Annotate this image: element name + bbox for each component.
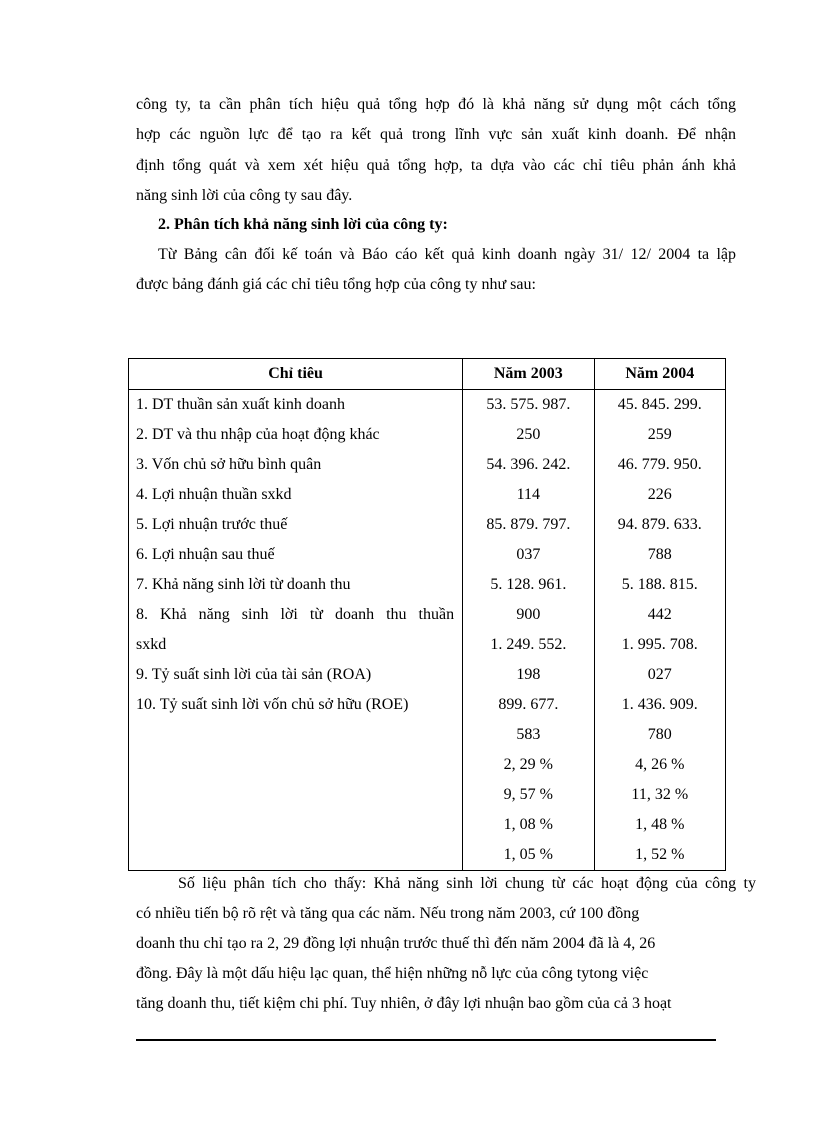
value-2004: 5. 188. 815. — [621, 576, 698, 593]
value-2003: 900 — [516, 606, 541, 623]
indicator-line: 3. Vốn chủ sở hữu bình quân — [136, 456, 322, 473]
value-2003: 198 — [516, 666, 541, 683]
value-2004: 4, 26 % — [635, 756, 685, 773]
value-2003: 1, 05 % — [503, 846, 553, 863]
value-2004: 259 — [647, 426, 672, 443]
value-2003: 5. 128. 961. — [490, 576, 567, 593]
lead-line-2: được bảng đánh giá các chỉ tiêu tổng hợp của công ty như sau: — [136, 276, 536, 293]
footer-rule — [136, 1039, 716, 1041]
year-2003-column — [463, 390, 594, 871]
value-2003: 54. 396. 242. — [486, 456, 571, 473]
indicator-column — [129, 390, 463, 871]
header-indicator: Chỉ tiêu — [129, 359, 463, 390]
value-2003: 114 — [516, 486, 541, 503]
value-2003: 2, 29 % — [503, 756, 553, 773]
indicator-line: 8. Khả năng sinh lời từ doanh thu thuần — [136, 606, 455, 623]
analysis-line-5: tăng doanh thu, tiết kiệm chi phí. Tuy nhiên, ở đây lợi nhuận bao gồm của cả 3 hoạt — [136, 995, 672, 1012]
value-2003: 9, 57 % — [503, 786, 553, 803]
intro-line-4: năng sinh lời của công ty sau đây. — [136, 187, 353, 204]
value-2003: 85. 879. 797. — [486, 516, 571, 533]
analysis-line-3: doanh thu chỉ tạo ra 2, 29 đồng lợi nhuận trước thuế thì đến năm 2004 đã là 4, 26 — [136, 935, 656, 952]
indicator-line: sxkd — [136, 636, 167, 653]
value-2003: 1. 249. 552. — [490, 636, 567, 653]
value-2003: 1, 08 % — [503, 816, 553, 833]
value-2004: 11, 32 % — [631, 786, 689, 803]
header-year-2003: Năm 2003 — [463, 359, 594, 390]
table-header-row — [129, 359, 726, 390]
indicator-line: 6. Lợi nhuận sau thuế — [136, 546, 275, 563]
indicator-line: 4. Lợi nhuận thuần sxkd — [136, 486, 292, 503]
value-2004: 1. 995. 708. — [621, 636, 698, 653]
value-2004: 1. 436. 909. — [621, 696, 698, 713]
value-2003: 53. 575. 987. — [486, 396, 571, 413]
analysis-line-4: đồng. Đây là một dấu hiệu lạc quan, thể hiện những nỗ lực của công tytong việc — [136, 965, 649, 982]
lead-line-1: Từ Bảng cân đối kế toán và Báo cáo kết quả kinh doanh ngày 31/ 12/ 2004 ta lập — [158, 246, 736, 263]
value-2004: 1, 48 % — [635, 816, 685, 833]
value-2004: 94. 879. 633. — [617, 516, 702, 533]
year-2004-column — [594, 390, 725, 871]
indicator-line: 9. Tỷ suất sinh lời của tài sản (ROA) — [136, 666, 372, 683]
value-2004: 45. 845. 299. — [617, 396, 702, 413]
value-2004: 788 — [647, 546, 672, 563]
intro-line-2: hợp các nguồn lực để tạo ra kết quả trong lĩnh vực sản xuất kinh doanh. Để nhận — [136, 126, 736, 143]
value-2004: 46. 779. 950. — [617, 456, 702, 473]
value-2003: 583 — [516, 726, 541, 743]
header-year-2004: Năm 2004 — [594, 359, 725, 390]
value-2003: 899. 677. — [498, 696, 559, 713]
value-2004: 780 — [647, 726, 672, 743]
value-2003: 250 — [516, 426, 541, 443]
indicator-line: 1. DT thuần sản xuất kinh doanh — [136, 396, 346, 413]
analysis-line-2: có nhiều tiến bộ rõ rệt và tăng qua các năm. Nếu trong năm 2003, cứ 100 đồng — [136, 905, 640, 922]
value-2004: 027 — [647, 666, 672, 683]
table-body-row — [129, 390, 726, 871]
value-2004: 442 — [647, 606, 672, 623]
indicator-line: 2. DT và thu nhập của hoạt động khác — [136, 426, 380, 443]
indicators-table — [128, 358, 726, 871]
value-2003: 037 — [516, 546, 541, 563]
indicator-line: 5. Lợi nhuận trước thuế — [136, 516, 288, 533]
section-heading: 2. Phân tích khả năng sinh lời của công ty: — [158, 216, 448, 233]
indicator-line: 7. Khả năng sinh lời từ doanh thu — [136, 576, 351, 593]
intro-line-3: định tổng quát và xem xét hiệu quả tổng hợp, ta dựa vào các chỉ tiêu phản ánh khả — [136, 157, 736, 174]
intro-line-1: công ty, ta cần phân tích hiệu quả tổng hợp đó là khả năng sử dụng một cách tổng — [136, 96, 736, 113]
indicator-line: 10. Tỷ suất sinh lời vốn chủ sở hữu (ROE) — [136, 696, 409, 713]
value-2004: 1, 52 % — [635, 846, 685, 863]
value-2004: 226 — [647, 486, 672, 503]
analysis-line-1: Số liệu phân tích cho thấy: Khả năng sinh lời chung từ các hoạt động của công ty — [178, 875, 756, 892]
